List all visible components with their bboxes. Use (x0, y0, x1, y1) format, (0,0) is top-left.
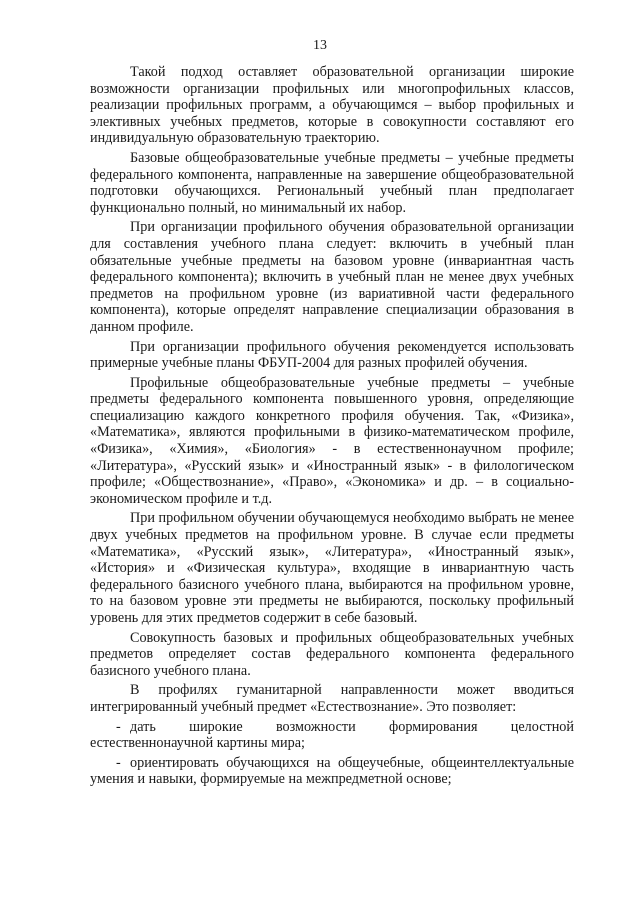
paragraph: При организации профильного обучения рекомендуется использовать примерные учебные планы ФБУП-2004 для разных профилей обучения. (90, 338, 574, 372)
list-bullet: - (116, 754, 121, 771)
list-bullet: - (116, 718, 121, 735)
list-item-text: дать широкие возможности формирования целостной естественнонаучной картины мира; (90, 718, 574, 752)
paragraph: Такой подход оставляет образовательной организации широкие возможности организации профильных или многопрофильных классов, реализации профильных программ, а обучающимся – выбор профильных и элективных учебных предметов, которые в совокупности составляют его индивидуальную образовательную траекторию. (90, 64, 574, 147)
document-body (90, 64, 574, 791)
paragraph: В профилях гуманитарной направленности может вводиться интегрированный учебный предмет «Естествознание». Это позволяет: (90, 682, 574, 715)
paragraph: Профильные общеобразовательные учебные предметы – учебные предметы федерального компонента повышенного уровня, определяющие специализацию каждого конкретного профиля обучения. Так, «Физика», «Математика», являются профильными в физико-математическом профиле, «Физика», «Химия», «Биология» - в естественнонаучном профиле; «Литература», «Русский язык» и «Иностранный язык» - в филологическом профиле; «Обществознание», «Право», «Экономика» и др. – в социально-экономическом профиле и т.д. (90, 374, 574, 507)
page-number: 13 (313, 38, 327, 53)
paragraph: При организации профильного обучения образовательной организации для составления учебного плана следует: включить в учебный план обязательные учебные предметы на базовом уровне (инвариантная часть федерального компонента); включить в учебный план не менее двух учебных предметов на профильном уровне (из вариативной части федерального компонента), которые определят направление специализации образования в данном профиле. (90, 219, 574, 335)
list-item (90, 755, 574, 788)
list-item-text: ориентировать обучающихся на общеучебные, общеинтеллектуальные умения и навыки, формируемые на межпредметной основе; (90, 754, 574, 788)
paragraph: Совокупность базовых и профильных общеобразовательных учебных предметов определяет состав федерального компонента федерального базисного учебного плана. (90, 629, 574, 679)
paragraph: Базовые общеобразовательные учебные предметы – учебные предметы федерального компонента, направленные на завершение общеобразовательной подготовки обучающихся. Региональный учебный план предполагает функционально полный, но минимальный их набор. (90, 149, 574, 216)
list-item (90, 719, 574, 752)
paragraph: При профильном обучении обучающемуся необходимо выбрать не менее двух учебных предметов на профильном уровне. В случае если предметы «Математика», «Русский язык», «Литература», «Иностранный язык», «История» и «Физическая культура», входящие в инвариантную часть федерального базисного учебного плана, выбираются на профильном уровне, то на базовом уровне эти предметы не выбираются, поскольку профильный уровень для этих предметов содержит в себе базовый. (90, 510, 574, 626)
